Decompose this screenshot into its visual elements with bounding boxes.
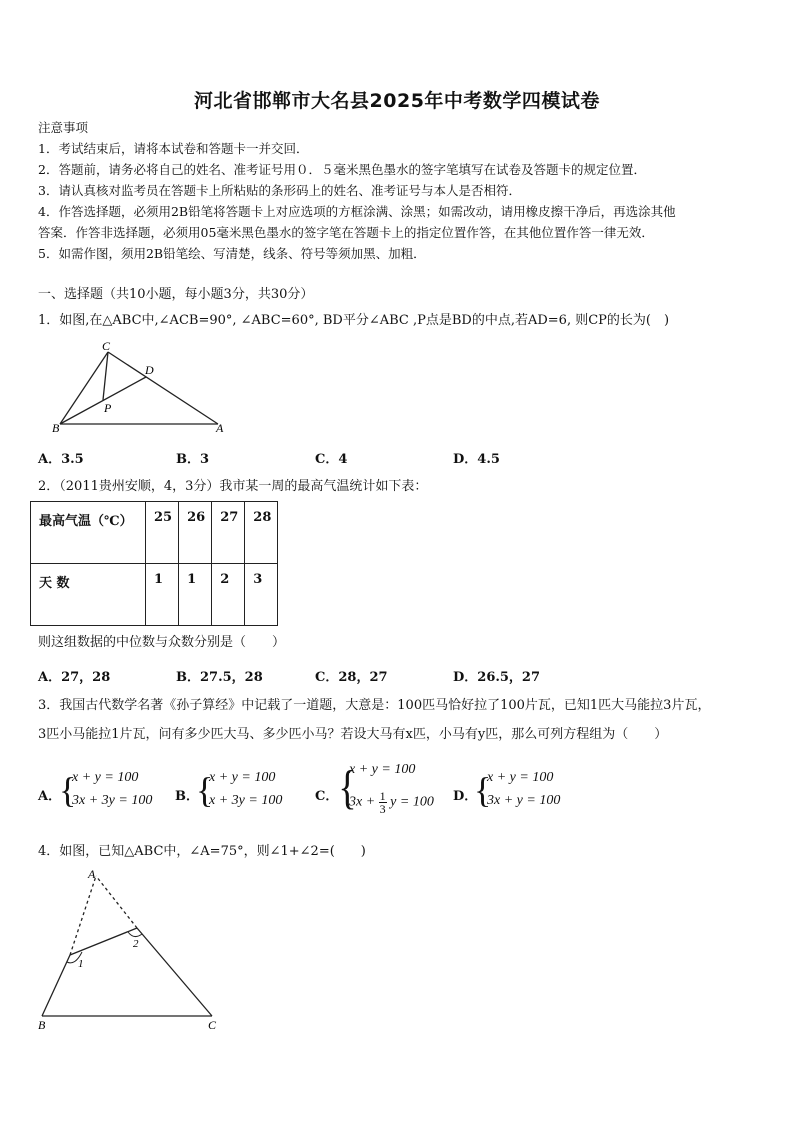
equation-2-right: y = 100 xyxy=(390,794,434,810)
label-c: C xyxy=(102,339,111,353)
equation-2: 3x + y = 100 xyxy=(487,793,561,808)
q3-option-d[interactable] xyxy=(453,768,583,818)
question-3-text-1: 3．我国古代数学名著《孙子算经》中记载了一道题，大意是：100匹马恰好拉了100片瓦，已知1匹大马能拉3片瓦， xyxy=(38,698,711,713)
q2-option-c[interactable]: C．28，27 xyxy=(315,670,388,685)
table-cell: 天 数 xyxy=(31,564,146,626)
angle-2-label: 2 xyxy=(133,938,139,950)
equation-2 xyxy=(349,790,434,815)
notice-item: 答案．作答非选择题，必须用05毫米黑色墨水的签字笔在答题卡上的指定位置作答，在其他位置作答一律无效． xyxy=(38,225,654,240)
brace-icon: { xyxy=(338,761,357,814)
q1-option-a[interactable]: A．3.5 xyxy=(38,452,84,467)
brace-icon: { xyxy=(196,770,214,810)
question-4-figure xyxy=(30,866,230,1036)
option-label: B． xyxy=(175,789,199,804)
section-heading: 一、选择题（共10小题，每小题3分，共30分） xyxy=(38,287,314,302)
table-cell: 3 xyxy=(245,564,278,626)
q1-option-b[interactable]: B．3 xyxy=(176,452,210,467)
equation-1: x + y = 100 xyxy=(349,762,416,777)
temperature-table xyxy=(30,501,278,626)
notice-item: 2．答题前，请务必将自己的姓名、准考证号用０．５毫米黑色墨水的签字笔填写在试卷及答题卡的规定位置． xyxy=(38,162,646,177)
q1-option-d[interactable]: D．4.5 xyxy=(453,452,500,467)
notice-item: 5．如需作图，须用2B铅笔绘、写清楚，线条、符号等须加黑、加粗． xyxy=(38,246,426,261)
table-row xyxy=(31,502,278,564)
table-cell: 26 xyxy=(179,502,212,564)
label-a: A xyxy=(216,421,224,434)
notice-heading: 注意事项 xyxy=(38,120,89,135)
label-b: B xyxy=(38,1018,46,1032)
question-3-text-2: 3匹小马能拉1片瓦，问有多少匹大马、多少匹小马？若设大马有x匹，小马有y匹，那么可列方程组为（ ） xyxy=(38,727,668,742)
q3-option-b[interactable] xyxy=(175,768,305,818)
table-cell: 27 xyxy=(212,502,245,564)
brace-icon: { xyxy=(59,770,77,810)
table-row xyxy=(31,564,278,626)
equation-2-left: 3x + xyxy=(349,794,376,810)
equation-1: x + y = 100 xyxy=(209,770,276,785)
label-c: C xyxy=(208,1018,217,1032)
question-2-prompt: 则这组数据的中位数与众数分别是（ ） xyxy=(38,635,286,650)
fraction xyxy=(379,790,387,815)
fraction-numerator: 1 xyxy=(379,789,386,803)
q2-option-b[interactable]: B．27.5，28 xyxy=(176,670,263,685)
notice-item: 3．请认真核对监考员在答题卡上所粘贴的条形码上的姓名、准考证号与本人是否相符． xyxy=(38,183,521,198)
equation-1: x + y = 100 xyxy=(72,770,139,785)
option-label: C． xyxy=(315,789,339,804)
option-label: D． xyxy=(453,789,478,804)
q3-option-a[interactable] xyxy=(38,768,168,818)
brace-icon: { xyxy=(474,770,492,810)
angle-1-label: 1 xyxy=(78,958,84,970)
question-2-text: 2．（2011贵州安顺，4，3分）我市某一周的最高气温统计如下表： xyxy=(38,479,428,494)
label-p: P xyxy=(104,401,112,415)
table-cell: 1 xyxy=(179,564,212,626)
table-cell: 最高气温（℃） xyxy=(31,502,146,564)
question-4-text: 4．如图，已知△ABC中，∠A=75°，则∠1+∠2=( ) xyxy=(38,844,366,859)
table-cell: 28 xyxy=(245,502,278,564)
table-cell: 2 xyxy=(212,564,245,626)
notice-item: 1．考试结束后，请将本试卷和答题卡一并交回． xyxy=(38,141,309,156)
notice-item: 4．作答选择题，必须用2B铅笔将答题卡上对应选项的方框涂满、涂黑；如需改动，请用橡皮擦干净后，再选涂其他 xyxy=(38,204,676,219)
page-title: 河北省邯郸市大名县2025年中考数学四模试卷 xyxy=(194,90,600,112)
equation-1: x + y = 100 xyxy=(487,770,554,785)
option-label: A． xyxy=(38,789,62,804)
label-a: A xyxy=(88,867,96,881)
q2-option-a[interactable]: A．27，28 xyxy=(38,670,111,685)
table-cell: 1 xyxy=(146,564,179,626)
question-1-figure xyxy=(50,338,230,434)
label-b: B xyxy=(52,421,60,434)
question-1-text: 1．如图,在△ABC中,∠ACB=90°, ∠ABC=60°, BD平分∠ABC ,P点是BD的中点,若AD=6, 则CP的长为( ) xyxy=(38,313,670,328)
q1-option-c[interactable]: C．4 xyxy=(315,452,348,467)
q3-option-c[interactable] xyxy=(315,760,455,826)
equation-2: x + 3y = 100 xyxy=(209,793,283,808)
q2-option-d[interactable]: D．26.5，27 xyxy=(453,670,541,685)
fraction-denominator: 3 xyxy=(379,802,386,816)
table-cell: 25 xyxy=(146,502,179,564)
equation-2: 3x + 3y = 100 xyxy=(72,793,153,808)
label-d: D xyxy=(145,363,154,377)
